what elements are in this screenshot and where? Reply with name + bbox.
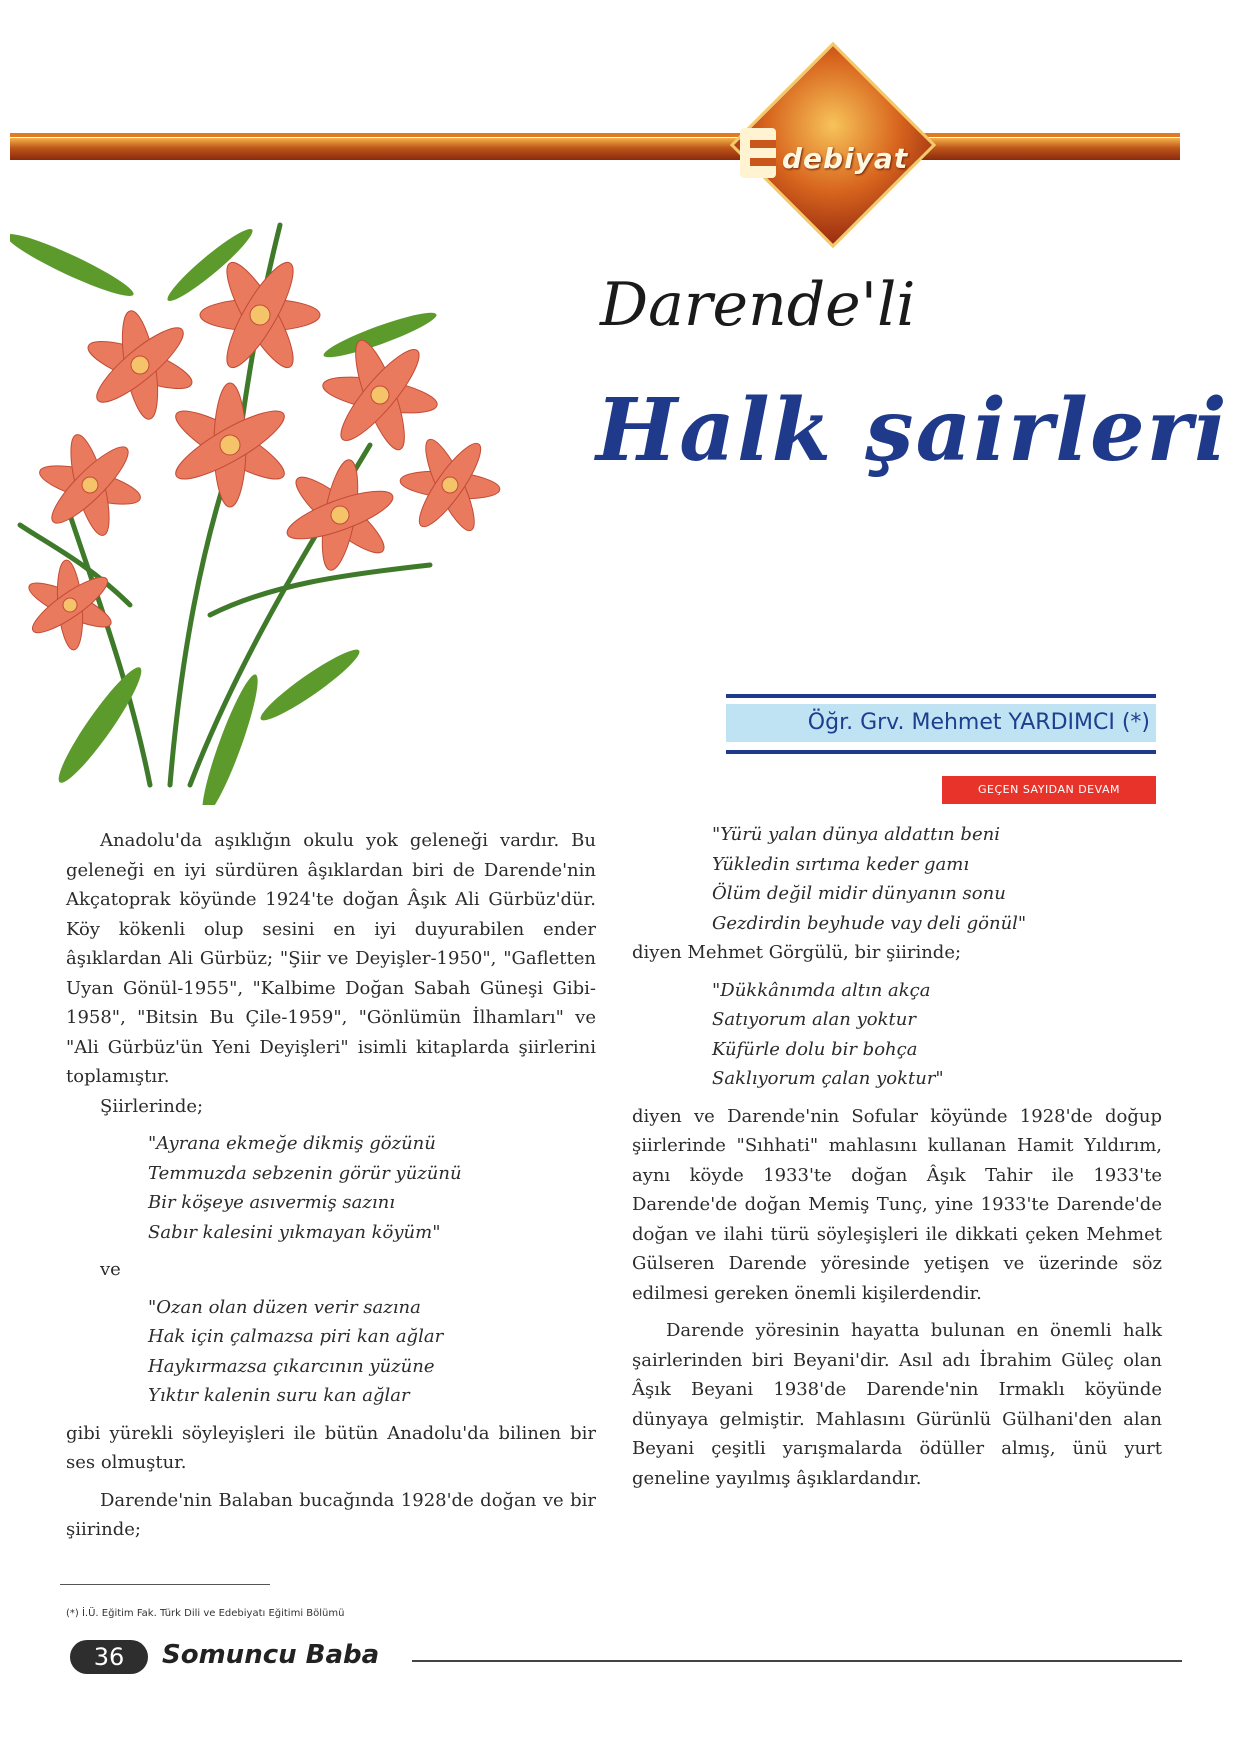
continued-badge: GEÇEN SAYIDAN DEVAM — [942, 776, 1156, 804]
left-verse-1 — [66, 1129, 596, 1247]
header-band — [10, 138, 1180, 160]
title-line-1: Darende'li — [600, 270, 916, 340]
left-paragraph-1: Anadolu'da aşıklığın okulu yok geleneği vardır. Bu geleneği en iyi sürdüren âşıklardan biri de Darende'nin Akçatoprak köyünde 1924'te doğan Âşık Ali Gürbüz'dür. Köy kökenli olup sesini en iyi duyurabilen ender âşıklardan Ali Gürbüz; "Şiir ve Deyişler-1950", "Gafletten Uyan Gönül-1955", "Kalbime Doğan Sabah Güneşi Gibi-1958", "Bitsin Bu Çile-1959", "Gönlümün İlhamları" ve "Ali Gürbüz'ün Yeni Deyişleri" isimli kitaplarda şiirlerini toplamıştır. — [66, 830, 596, 1087]
header-band-accent — [10, 133, 1180, 137]
verse-line: Gezdirdin beyhude vay deli gönül" — [712, 912, 1027, 934]
verse-line: Hak için çalmazsa piri kan ağlar — [148, 1326, 444, 1347]
right-paragraph-2: diyen ve Darende'nin Sofular köyünde 1928'de doğup şiirlerinde "Sıhhati" mahlasını kullanan Hamit Yıldırım, aynı köyde 1933'te doğan Âşık Tahir ile 1933'te Darende'de doğan Memiş Tunç, yine 1933'te Darende'de doğan ve ilahi türü söyleşişleri ile dikkati çeken Mehmet Gülseren Darende yöresinde yetişen ve üzerinde söz edilmesi gereken önemli kişilerdendir. — [632, 1105, 1162, 1304]
right-paragraph-3: Darende yöresinin hayatta bulunan en önemli halk şairlerinden biri Beyani'dir. Asıl adı İbrahim Güleç olan Âşık Beyani 1938'de Darende'nin Irmaklı köyünde dünyaya gelmiştir. Mahlasını Gürünlü Gülhani'den alan Beyani çeşitli yarışmalarda ödüller almış, ünü yurt geneline yayılmış âşıklardandır. — [632, 1320, 1162, 1489]
verse-line: Küfürle dolu bir bohça — [712, 1038, 918, 1060]
verse-line: "Ozan olan düzen verir sazına — [148, 1296, 421, 1318]
left-paragraph-2: Şiirlerinde; — [100, 1095, 204, 1117]
author-rule-bottom — [726, 750, 1156, 754]
left-paragraph-3: gibi yürekli söyleyişleri ile bütün Anadolu'da bilinen bir ses olmuştur. — [66, 1422, 596, 1473]
verse-line: Satıyorum alan yoktur — [712, 1009, 916, 1030]
title-line-2: Halk şairleri — [596, 380, 1229, 481]
left-verse-2 — [66, 1293, 596, 1411]
section-label: debiyat — [782, 142, 909, 175]
verse-line: Yıktır kalenin suru kan ağlar — [148, 1385, 410, 1406]
right-verse-1 — [632, 820, 1162, 938]
left-paragraph-4: Darende'nin Balaban bucağında 1928'de doğan ve bir şiirinde; — [66, 1489, 596, 1540]
verse-line: Yükledin sırtıma keder gamı — [712, 853, 970, 875]
footnote-rule — [60, 1584, 270, 1585]
right-column — [632, 820, 1162, 1493]
verse-line: Temmuzda sebzenin görür yüzünü — [148, 1162, 462, 1184]
verse-line: Haykırmazsa çıkarcının yüzüne — [148, 1355, 435, 1377]
verse-line: "Dükkânımda altın akça — [712, 979, 931, 1001]
verse-line: Saklıyorum çalan yoktur" — [712, 1068, 944, 1089]
author-box — [726, 694, 1156, 754]
right-paragraph-1: diyen Mehmet Görgülü, bir şiirinde; — [632, 942, 962, 963]
footnote: (*) İ.Ü. Eğitim Fak. Türk Dili ve Edebiyatı Eğitimi Bölümü — [66, 1608, 345, 1619]
left-column — [66, 826, 596, 1545]
footer-rule — [412, 1660, 1182, 1662]
lily-illustration — [10, 185, 520, 805]
verse-line: Ölüm değil midir dünyanın sonu — [712, 883, 1006, 904]
section-letter-e — [736, 124, 780, 182]
magazine-name: Somuncu Baba — [162, 1640, 380, 1670]
right-verse-2 — [632, 976, 1162, 1094]
left-conjunction: ve — [100, 1259, 121, 1280]
page-number: 36 — [70, 1640, 148, 1674]
verse-line: Sabır kalesini yıkmayan köyüm" — [148, 1221, 441, 1243]
verse-line: "Ayrana ekmeğe dikmiş gözünü — [148, 1133, 436, 1154]
author-rule-top — [726, 694, 1156, 698]
author-name: Öğr. Grv. Mehmet YARDIMCI (*) — [726, 704, 1156, 742]
verse-line: Bir köşeye asıvermiş sazını — [148, 1192, 395, 1213]
verse-line: "Yürü yalan dünya aldattın beni — [712, 824, 1000, 845]
